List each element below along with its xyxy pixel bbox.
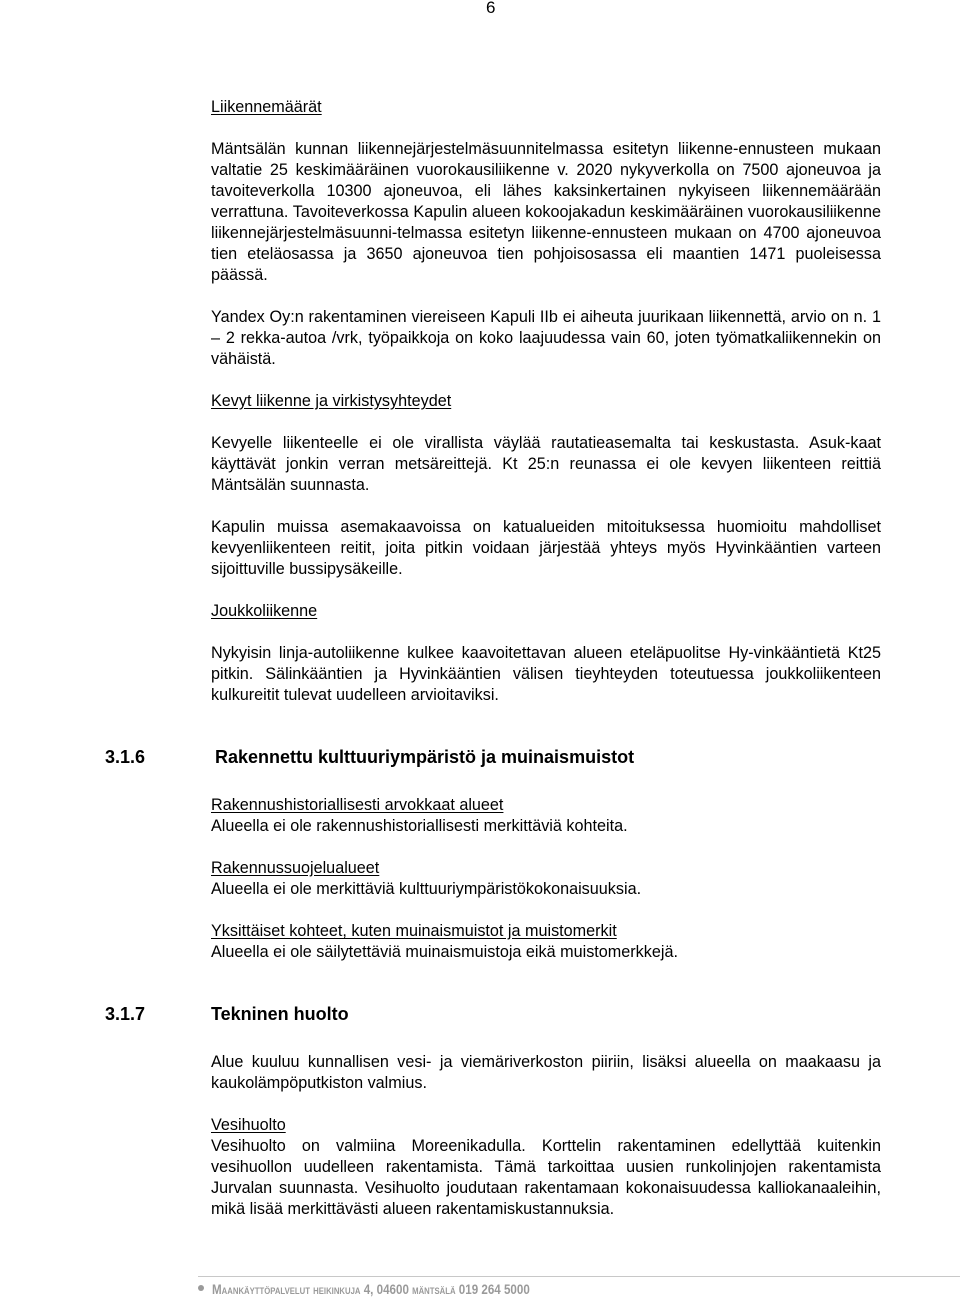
section-heading-kevyt-liikenne: Kevyt liikenne ja virkistysyhteydet bbox=[211, 392, 452, 410]
text-yksittaiset-kohteet: Alueella ei ole säilytettäviä muinaismuistoja eikä muistomerkkejä. bbox=[211, 943, 678, 961]
section-title: Tekninen huolto bbox=[211, 1004, 349, 1024]
page-number: 6 bbox=[486, 0, 496, 17]
footer-rule bbox=[198, 1276, 960, 1277]
paragraph-tekninen-huolto-1: Alue kuuluu kunnallisen vesi- ja viemäriverkoston piiriin, lisäksi alueella on maakaasu ja kaukolämpöputkiston valmius. bbox=[211, 1053, 881, 1092]
paragraph-liikennemaarat-1: Mäntsälän kunnan liikennejärjestelmäsuunnitelmassa esitetyn liikenne-ennusteen mukaan valtatie 25 keskimääräinen vuorokausiliikenne v. 2020 nykyverkolla on 7500 ajoneuvoa ja tavoiteverkolla 10300 ajoneuvoa, eli lähes kaksinkertainen nykyiseen liikennemäärään verrattuna. Tavoiteverkossa Kapulin alueen kokoojakadun keskimääräinen vuorokausiliikenne liikennejärjestelmäsuunni-telmassa esitetyn liikenne-ennusteen mukaan on 4700 ajoneuvoa tien eteläosassa ja 3650 ajoneuvoa tien pohjoisosassa eli maantien 1471 puoleisessa päässä. bbox=[211, 140, 881, 284]
section-number: 3.1.6 bbox=[105, 747, 146, 767]
footer-bullet-icon bbox=[198, 1285, 204, 1291]
section-heading-liikennemaarat: Liikennemäärät bbox=[211, 98, 322, 116]
section-number: 3.1.7 bbox=[105, 1004, 146, 1024]
subheading-vesihuolto: Vesihuolto bbox=[211, 1116, 286, 1134]
paragraph-joukkoliikenne-1: Nykyisin linja-autoliikenne kulkee kaavoitettavan alueen eteläpuolitse Hy-vinkääntietä Kt25 pitkin. Sälinkääntien ja Hyvinkääntien välisen tieyhteyden toteutuessa joukkoliikenteen kulkureitit tulevat uudelleen arvioitaviksi. bbox=[211, 644, 881, 704]
footer bbox=[198, 1279, 582, 1301]
subheading-yksittaiset-kohteet: Yksittäiset kohteet, kuten muinaismuistot ja muistomerkit bbox=[211, 922, 617, 940]
paragraph-vesihuolto: Vesihuolto on valmiina Moreenikadulla. Korttelin rakentaminen edellyttää kuitenkin vesihuollon uudelleen rakentamista. Tämä tarkoittaa uusien runkolinjojen rakentamista Jurvalan suunnasta. Vesihuolto joudutaan rakentamaan kokonaisuudessa kalliokanaaleihin, mikä lisää merkittävästi alueen rakentamiskustannuksia. bbox=[211, 1137, 881, 1218]
paragraph-kevyt-liikenne-2: Kapulin muissa asemakaavoissa on katualueiden mitoituksessa huomioitu mahdolliset kevyenliikenteen reitit, joita pitkin voidaan järjestää yhteys myös Hyvinkääntien varteen sijoittuville bussipysäkeille. bbox=[211, 518, 881, 578]
subheading-rakennussuojelualueet: Rakennussuojelualueet bbox=[211, 859, 380, 877]
text-rakennushistoriallisesti: Alueella ei ole rakennushistoriallisesti merkittäviä kohteita. bbox=[211, 817, 628, 835]
paragraph-liikennemaarat-2: Yandex Oy:n rakentaminen viereiseen Kapuli IIb ei aiheuta juurikaan liikennettä, arvio on n. 1 – 2 rekka-autoa /vrk, työpaikkoja on koko laajuudessa vain 60, joten työmatkaliikennekin on vähäistä. bbox=[211, 308, 881, 368]
subheading-rakennushistoriallisesti: Rakennushistoriallisesti arvokkaat alueet bbox=[211, 796, 504, 814]
paragraph-kevyt-liikenne-1: Kevyelle liikenteelle ei ole virallista väylää rautatieasemalta tai keskustasta. Asuk-kaat käyttävät jonkin verran metsäreittejä. Kt 25:n reunassa ei ole kevyen liikenteen reittiä Mäntsälän suunnasta. bbox=[211, 434, 881, 494]
section-heading-joukkoliikenne: Joukkoliikenne bbox=[211, 602, 318, 620]
text-rakennussuojelualueet: Alueella ei ole merkittäviä kulttuuriympäristökokonaisuuksia. bbox=[211, 880, 642, 898]
footer-text: Maankäyttöpalvelut heikinkuja 4, 04600 mäntsälä 019 264 5000 bbox=[212, 1282, 530, 1297]
section-title: Rakennettu kulttuuriympäristö ja muinaismuistot bbox=[215, 747, 635, 767]
